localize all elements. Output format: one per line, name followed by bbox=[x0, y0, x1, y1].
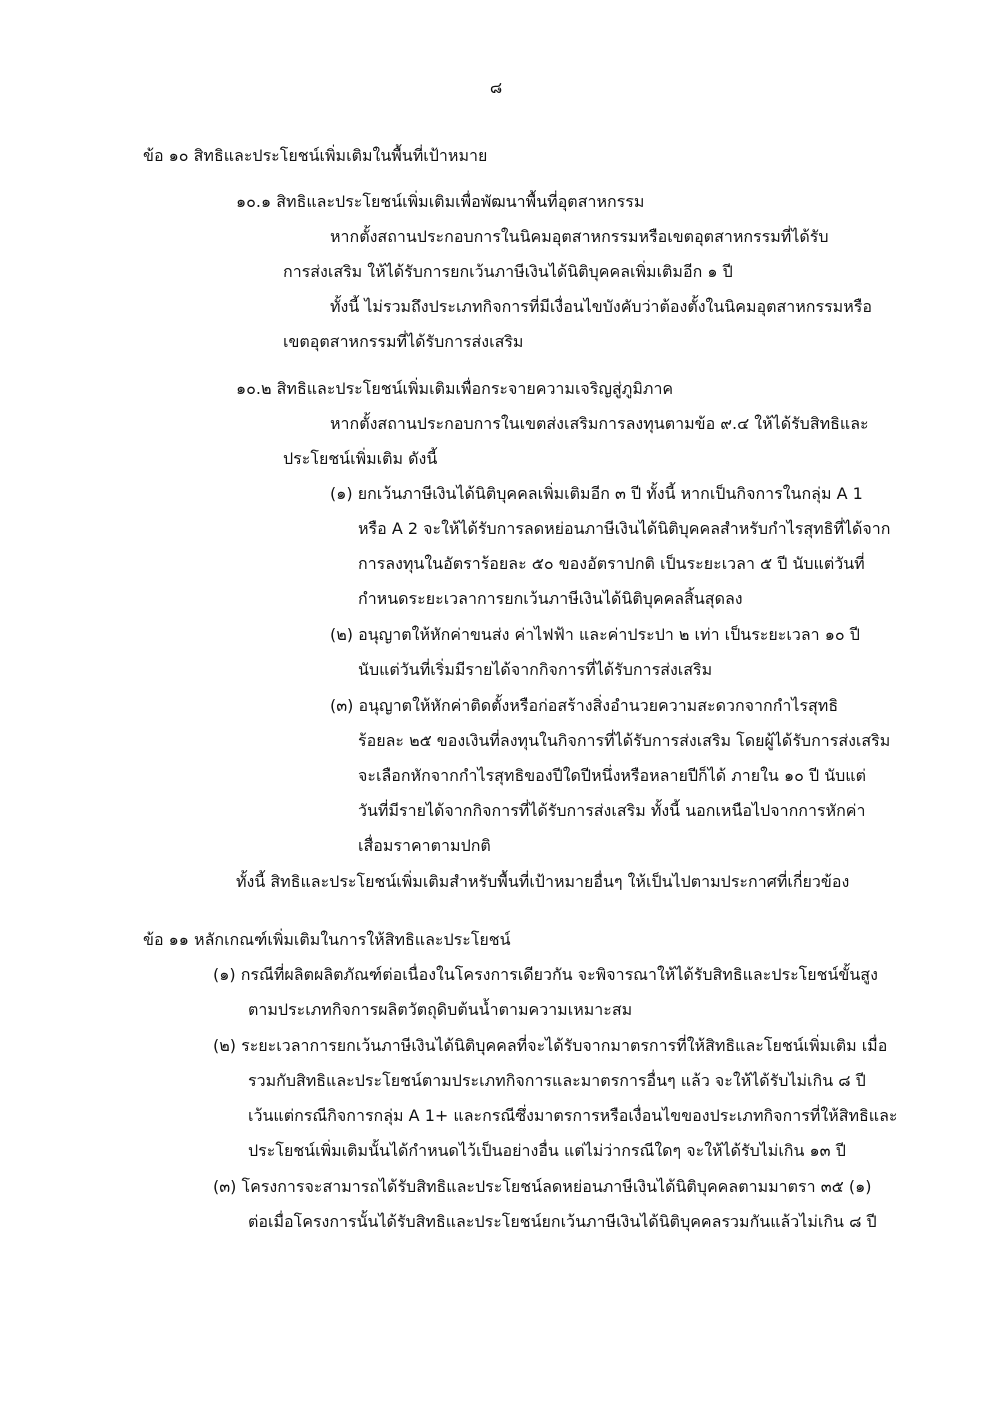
subsection-10-2-intro-line1: หากตั้งสถานประกอบการในเขตส่งเสริมการลงทุนตามข้อ ๙.๔ ให้ได้รับสิทธิและ bbox=[330, 414, 869, 433]
benefit-item-1-line1: (๑) ยกเว้นภาษีเงินได้นิติบุคคลเพิ่มเติมอีก ๓ ปี ทั้งนี้ หากเป็นกิจการในกลุ่ม A 1 bbox=[330, 484, 863, 503]
benefit-item-2-line2: นับแต่วันที่เริ่มมีรายได้จากกิจการที่ได้รับการส่งเสริม bbox=[358, 660, 713, 679]
section-11-heading: ข้อ ๑๑ หลักเกณฑ์เพิ่มเติมในการให้สิทธิและประโยชน์ bbox=[143, 930, 511, 949]
section-10-heading: ข้อ ๑๐ สิทธิและประโยชน์เพิ่มเติมในพื้นที่เป้าหมาย bbox=[143, 146, 488, 165]
benefit-item-2-line1: (๒) อนุญาตให้หักค่าขนส่ง ค่าไฟฟ้า และค่าประปา ๒ เท่า เป็นระยะเวลา ๑๐ ปี bbox=[330, 625, 860, 644]
criteria-item-3-line2: ต่อเมื่อโครงการนั้นได้รับสิทธิและประโยชน์ยกเว้นภาษีเงินได้นิติบุคคลรวมกันแล้วไม่เกิน ๘ ปี bbox=[248, 1212, 877, 1231]
subsection-10-1-para2-line1: ทั้งนี้ ไม่รวมถึงประเภทกิจการที่มีเงื่อนไขบังคับว่าต้องตั้งในนิคมอุตสาหกรรมหรือ bbox=[330, 297, 872, 316]
criteria-item-1-line2: ตามประเภทกิจการผลิตวัตถุดิบต้นน้ำตามความเหมาะสม bbox=[248, 1000, 633, 1019]
benefit-item-3-line2: ร้อยละ ๒๕ ของเงินที่ลงทุนในกิจการที่ได้รับการส่งเสริม โดยผู้ได้รับการส่งเสริม bbox=[358, 731, 891, 750]
benefit-item-1-line3: การลงทุนในอัตราร้อยละ ๕๐ ของอัตราปกติ เป็นระยะเวลา ๕ ปี นับแต่วันที่ bbox=[358, 554, 865, 573]
subsection-10-1-title: ๑๐.๑ สิทธิและประโยชน์เพิ่มเติมเพื่อพัฒนาพื้นที่อุตสาหกรรม bbox=[236, 192, 645, 211]
benefit-item-3-line3: จะเลือกหักจากกำไรสุทธิของปีใดปีหนึ่งหรือหลายปีก็ได้ ภายใน ๑๐ ปี นับแต่ bbox=[358, 766, 866, 785]
subsection-10-1-para1-line2: การส่งเสริม ให้ได้รับการยกเว้นภาษีเงินได้นิติบุคคลเพิ่มเติมอีก ๑ ปี bbox=[283, 262, 733, 281]
benefit-item-3-line1: (๓) อนุญาตให้หักค่าติดตั้งหรือก่อสร้างสิ่งอำนวยความสะดวกจากกำไรสุทธิ bbox=[330, 696, 839, 715]
benefit-item-1-line4: กำหนดระยะเวลาการยกเว้นภาษีเงินได้นิติบุคคลสิ้นสุดลง bbox=[358, 589, 743, 608]
criteria-item-2-line1: (๒) ระยะเวลาการยกเว้นภาษีเงินได้นิติบุคคลที่จะได้รับจากมาตรการที่ให้สิทธิและโยชน์เพิ่มเติม เมื่อ bbox=[213, 1036, 888, 1055]
subsection-10-1-para1-line1: หากตั้งสถานประกอบการในนิคมอุตสาหกรรมหรือเขตอุตสาหกรรมที่ได้รับ bbox=[330, 227, 829, 246]
benefit-item-3-line5: เสื่อมราคาตามปกติ bbox=[358, 836, 491, 855]
criteria-item-2-line3: เว้นแต่กรณีกิจการกลุ่ม A 1+ และกรณีซึ่งมาตรการหรือเงื่อนไขของประเภทกิจการที่ให้สิทธิและ bbox=[248, 1106, 898, 1125]
page-number: ๘ bbox=[489, 78, 503, 97]
benefit-item-1-line2: หรือ A 2 จะให้ได้รับการลดหย่อนภาษีเงินได้นิติบุคคลสำหรับกำไรสุทธิที่ได้จาก bbox=[358, 519, 891, 538]
subsection-10-2-title: ๑๐.๒ สิทธิและประโยชน์เพิ่มเติมเพื่อกระจายความเจริญสู่ภูมิภาค bbox=[236, 379, 674, 398]
subsection-10-1-para2-line2: เขตอุตสาหกรรมที่ได้รับการส่งเสริม bbox=[283, 332, 524, 351]
criteria-item-1-line1: (๑) กรณีที่ผลิตผลิตภัณฑ์ต่อเนื่องในโครงการเดียวกัน จะพิจารณาให้ได้รับสิทธิและประโยชน์ขั้นสูง bbox=[213, 965, 878, 984]
criteria-item-3-line1: (๓) โครงการจะสามารถได้รับสิทธิและประโยชน์ลดหย่อนภาษีเงินได้นิติบุคคลตามมาตรา ๓๕ (๑) bbox=[213, 1177, 872, 1196]
criteria-item-2-line4: ประโยชน์เพิ่มเติมนั้นได้กำหนดไว้เป็นอย่างอื่น แต่ไม่ว่ากรณีใดๆ จะให้ได้รับไม่เกิน ๑๓ ปี bbox=[248, 1141, 846, 1160]
criteria-item-2-line2: รวมกับสิทธิและประโยชน์ตามประเภทกิจการและมาตรการอื่นๆ แล้ว จะให้ได้รับไม่เกิน ๘ ปี bbox=[248, 1071, 866, 1090]
section-10-closing: ทั้งนี้ สิทธิและประโยชน์เพิ่มเติมสำหรับพื้นที่เป้าหมายอื่นๆ ให้เป็นไปตามประกาศที่เกี่ยวข้อง bbox=[236, 872, 850, 891]
subsection-10-2-intro-line2: ประโยชน์เพิ่มเติม ดังนี้ bbox=[283, 449, 438, 468]
benefit-item-3-line4: วันที่มีรายได้จากกิจการที่ได้รับการส่งเสริม ทั้งนี้ นอกเหนือไปจากการหักค่า bbox=[358, 801, 866, 820]
